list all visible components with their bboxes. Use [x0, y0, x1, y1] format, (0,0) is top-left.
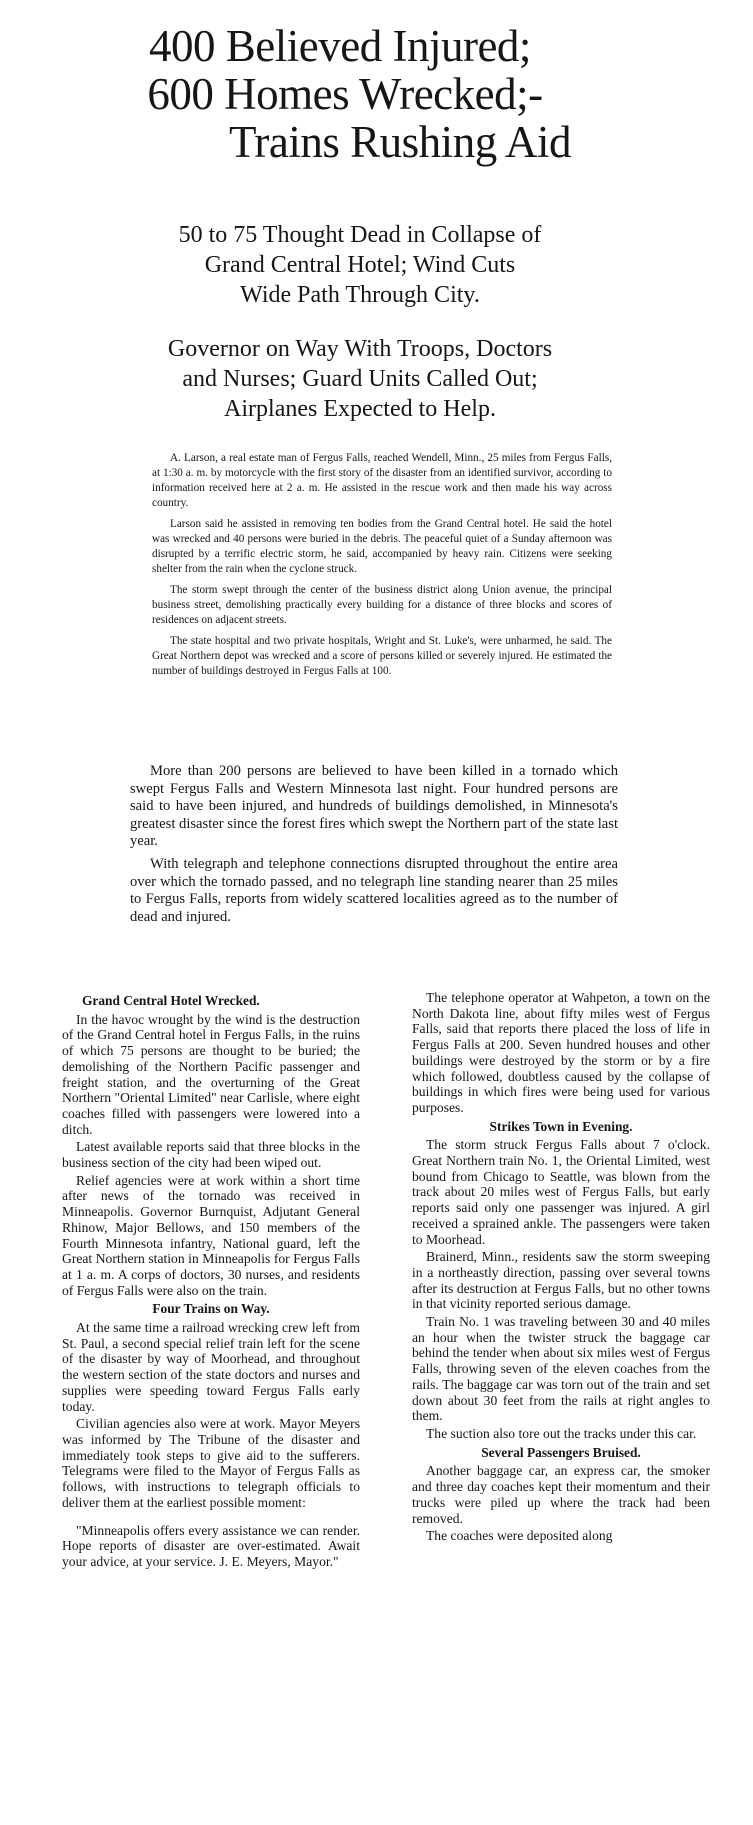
left-column: [62, 990, 360, 1572]
lead-paragraph: Larson said he assisted in removing ten bodies from the Grand Central hotel. He said the hotel was wrecked and 40 persons were buried in the debris. The peaceful quiet of a Sunday afternoon was disrupted by a terrific electric storm, he said, accompanied by heavy rain. Citizens were seeking shelter from the rain when the cyclone struck.: [152, 518, 612, 575]
deck1-line-2: Grand Central Hotel; Wind Cuts: [204, 252, 516, 278]
headline-line-1: 400 Believed Injured;: [149, 21, 531, 71]
right-column: [412, 990, 710, 1546]
body-paragraph: The coaches were deposited along: [426, 1528, 613, 1544]
body-paragraph: In the havoc wrought by the wind is the destruction of the Grand Central hotel in Fergus Falls, in the ruins of which 75 persons are thought to be buried; the demolishing of the Northern Pacific passenger and freight station, and the overturning of the Great Northern "Oriental Limited" near Carlisle, where eight coaches filled with passengers were lowered into a ditch.: [62, 1011, 360, 1137]
body-paragraph: The suction also tore out the tracks under this car.: [426, 1425, 697, 1441]
headline-line-3: Trains Rushing Aid: [229, 117, 571, 167]
deck2-line-1: Governor on Way With Troops, Doctors: [167, 336, 553, 362]
deck2-line-3: Airplanes Expected to Help.: [224, 396, 496, 422]
body-paragraph: Civilian agencies also were at work. Mayor Meyers was informed by The Tribune of the disaster and immediately took steps to give aid to the sufferers. Telegrams were filed to the Mayor of Fergus Falls as follows, with instructions to telegraph officials to deliver them at the earliest possible moment:: [62, 1416, 360, 1510]
subhead-four-trains: Four Trains on Way.: [152, 1301, 270, 1317]
lead-story: [152, 451, 612, 685]
body-paragraph: At the same time a railroad wrecking crew left from St. Paul, a second special relief train left for the scene of the disaster by way of Moorhead, and throughout the western section of the state doctors and nurses and supplies were speeding toward Fergus Falls early today.: [62, 1320, 360, 1414]
deck2-line-2: and Nurses; Guard Units Called Out;: [182, 366, 538, 392]
deck1-line-1: 50 to 75 Thought Dead in Collapse of: [178, 222, 542, 248]
mayor-telegram-quote: "Minneapolis offers every assistance we can render. Hope reports of disaster are over-estimated. Await your advice, at your service. J. E. Meyers, Mayor.": [62, 1522, 360, 1569]
second-deck: [100, 334, 620, 424]
lead-paragraph: A. Larson, a real estate man of Fergus Falls, reached Wendell, Minn., 25 miles from Fergus Falls, at 1:30 a. m. by motorcycle with the first story of the disaster from an identified survivor, according to information received here at 2 a. m. He assisted in the rescue work and then made his way across country.: [152, 452, 612, 509]
first-deck: [100, 220, 620, 310]
body-paragraph: Train No. 1 was traveling between 30 and 40 miles an hour when the twister struck the baggage car behind the tender when about six miles west of Fergus Falls, throwing seven of the eleven coaches from the rails. The baggage car was torn out of the train and set down about 30 feet from the rails at right angles to them.: [412, 1314, 710, 1424]
deck1-line-3: Wide Path Through City.: [240, 282, 480, 308]
subhead-grand-central: Grand Central Hotel Wrecked.: [82, 993, 260, 1008]
subhead-strikes-town: Strikes Town in Evening.: [489, 1118, 633, 1134]
body-paragraph: The storm struck Fergus Falls about 7 o'clock. Great Northern train No. 1, the Oriental Limited, west bound from Chicago to Seattle, was blown from the track about 20 miles west of Fergus Falls, but early reports said only one passenger was injured. A girl received a sprained ankle. The passengers were taken to Moorhead.: [412, 1137, 710, 1247]
body-paragraph: The telephone operator at Wahpeton, a town on the North Dakota line, about fifty miles west of Fergus Falls, said that reports there placed the loss of life in Fergus Falls at 200. Seven hundred houses and other buildings were destroyed by the storm or by a fire which followed, doubtless caused by the collapse of buildings in which fires were being used for various purposes.: [412, 990, 710, 1115]
intro-story: [130, 763, 618, 931]
main-headline: [60, 22, 620, 166]
body-paragraph: Latest available reports said that three blocks in the business section of the city had been wiped out.: [62, 1139, 360, 1171]
body-paragraph: Brainerd, Minn., residents saw the storm sweeping in a northeastly direction, passing over several towns after its destruction at Fergus Falls, but no other towns in that vicinity reported serious damage.: [412, 1249, 710, 1312]
subhead-passengers-bruised: Several Passengers Bruised.: [481, 1444, 641, 1460]
lead-paragraph: The storm swept through the center of the business district along Union avenue, the principal business street, demolishing practically every building for a distance of three blocks and scores of residences on adjacent streets.: [152, 584, 612, 626]
intro-paragraph: With telegraph and telephone connections disrupted throughout the entire area over which the tornado passed, and no telegraph line standing nearer than 25 miles to Fergus Falls, reports from widely scattered localities agreed as to the number of dead and injured.: [130, 855, 618, 925]
intro-paragraph: More than 200 persons are believed to have been killed in a tornado which swept Fergus Falls and Western Minnesota last night. Four hundred persons are said to have been injured, and hundreds of buildings demolished, in Minnesota's greatest disaster since the forest fires which swept the Northern part of the state last year.: [130, 763, 618, 850]
lead-paragraph: The state hospital and two private hospitals, Wright and St. Luke's, were unharmed, he said. The Great Northern depot was wrecked and a score of persons killed or severely injured. He estimated the number of buildings destroyed in Fergus Falls at 100.: [152, 635, 612, 677]
body-paragraph: Another baggage car, an express car, the smoker and three day coaches kept their momentum and their trucks were piled up where the track had been removed.: [412, 1463, 710, 1526]
headline-line-2: 600 Homes Wrecked;-: [147, 69, 543, 119]
body-paragraph: Relief agencies were at work within a short time after news of the tornado was received in Minneapolis. Governor Burnquist, Adjutant General Rhinow, Major Bellows, and 150 members of the Fourth Minnesota infantry, National guard, left the Great Northern station in Minneapolis for Fergus Falls at 1 a. m. A corps of doctors, 30 nurses, and residents of Fergus Falls were also on the train.: [62, 1172, 360, 1298]
